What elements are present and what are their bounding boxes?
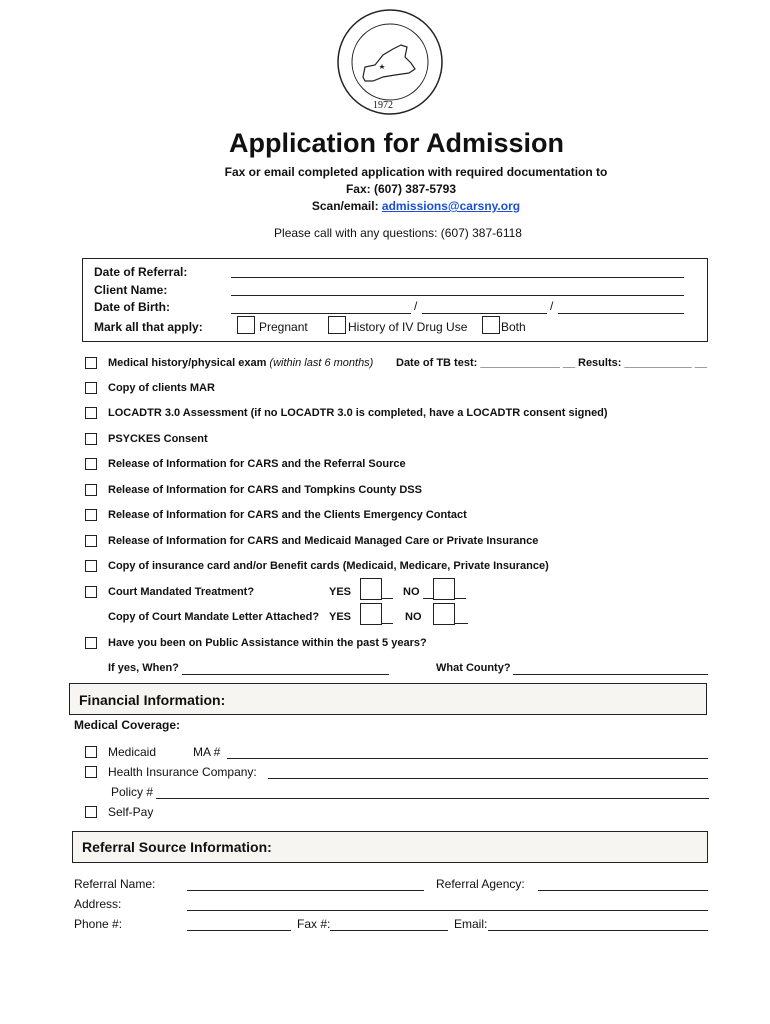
letter-yes-label: YES — [329, 611, 352, 623]
what-county-field[interactable] — [513, 674, 708, 675]
checklist-item: LOCADTR 3.0 Assessment (if no LOCADTR 3.0 is completed, have a LOCADTR consent signed) — [108, 407, 608, 419]
phone-label: Phone #: — [74, 917, 123, 931]
if-yes-when-label: If yes, When? — [108, 662, 179, 674]
seal-year: 1972 — [373, 100, 393, 111]
scan-email-line — [0, 199, 770, 213]
court-no-label: NO — [403, 586, 420, 598]
health-insurance-field[interactable] — [268, 778, 708, 779]
public-assistance-checkbox[interactable] — [85, 637, 97, 649]
date-of-referral-field[interactable] — [231, 277, 684, 278]
court-yes-underline — [381, 598, 393, 599]
medical-exam-checkbox[interactable] — [85, 357, 97, 369]
date-of-birth-label: Date of Birth: — [94, 300, 170, 314]
court-yes-label: YES — [329, 586, 352, 598]
locadtr-checkbox[interactable] — [85, 407, 97, 419]
roi-emergency-checkbox[interactable] — [85, 509, 97, 521]
pregnant-label: Pregnant — [259, 320, 308, 334]
checklist-item: Release of Information for CARS and Medicaid Managed Care or Private Insurance — [108, 535, 539, 547]
court-no-underline — [454, 598, 466, 599]
roi-dss-checkbox[interactable] — [85, 484, 97, 496]
checklist-item: PSYCKES Consent — [108, 433, 208, 445]
client-name-label: Client Name: — [94, 283, 168, 297]
both-label: Both — [501, 320, 526, 334]
referral-email-field[interactable] — [488, 930, 708, 931]
ma-number-field[interactable] — [227, 758, 708, 759]
date-of-referral-label: Date of Referral: — [94, 265, 188, 279]
dob-day-field[interactable] — [422, 313, 547, 314]
mark-all-label: Mark all that apply: — [94, 320, 203, 334]
medical-exam-note: (within last 6 months) — [269, 357, 374, 369]
health-insurance-checkbox[interactable] — [85, 766, 97, 778]
checklist-item: Release of Information for CARS and Tompkins County DSS — [108, 484, 422, 496]
medical-coverage-label: Medical Coverage: — [74, 718, 181, 732]
public-assistance-label: Have you been on Public Assistance within the past 5 years? — [108, 637, 427, 649]
referral-agency-label: Referral Agency: — [436, 877, 525, 891]
policy-field[interactable] — [156, 798, 709, 799]
medicaid-label: Medicaid — [108, 745, 157, 759]
psyckes-checkbox[interactable] — [85, 433, 97, 445]
insurance-card-checkbox[interactable] — [85, 560, 97, 572]
fax-label: Fax #: — [297, 917, 331, 931]
pregnant-checkbox[interactable] — [237, 316, 255, 334]
referral-name-field[interactable] — [187, 890, 424, 891]
dob-year-field[interactable] — [558, 313, 684, 314]
letter-no-underline — [454, 623, 468, 624]
iv-drug-use-checkbox[interactable] — [328, 316, 346, 334]
referral-agency-field[interactable] — [538, 890, 708, 891]
financial-header: Financial Information: — [79, 692, 226, 708]
dob-slash: / — [550, 299, 554, 313]
dob-month-field[interactable] — [231, 313, 411, 314]
dob-slash: / — [414, 299, 418, 313]
medicaid-checkbox[interactable] — [85, 746, 97, 758]
letter-no-checkbox[interactable] — [433, 603, 455, 625]
court-no-underline — [423, 598, 433, 599]
referral-email-label: Email: — [454, 917, 488, 931]
if-yes-when-field[interactable] — [182, 674, 389, 675]
referral-header: Referral Source Information: — [82, 839, 272, 855]
fax-number: Fax: (607) 387-5793 — [345, 182, 457, 196]
checklist-item: Release of Information for CARS and the Referral Source — [108, 458, 406, 470]
court-mandated-label: Court Mandated Treatment? — [108, 586, 255, 598]
checklist-item: Copy of clients MAR — [108, 382, 215, 394]
medical-exam-label: Medical history/physical exam — [108, 357, 267, 369]
what-county-label: What County? — [436, 662, 511, 674]
letter-no-label: NO — [405, 611, 422, 623]
letter-yes-underline — [381, 623, 393, 624]
mar-checkbox[interactable] — [85, 382, 97, 394]
both-checkbox[interactable] — [482, 316, 500, 334]
fax-field[interactable] — [330, 930, 448, 931]
roi-referral-checkbox[interactable] — [85, 458, 97, 470]
medical-exam-item — [108, 357, 373, 369]
email-link[interactable]: admissions@carsny.org — [381, 199, 521, 213]
tb-results-field[interactable]: Results: ___________ __ — [578, 357, 708, 369]
health-insurance-label: Health Insurance Company: — [108, 765, 257, 779]
page-title: Application for Admission — [228, 128, 564, 158]
address-label: Address: — [74, 897, 122, 911]
phone-field[interactable] — [187, 930, 291, 931]
letter-yes-checkbox[interactable] — [360, 603, 382, 625]
questions-line: Please call with any questions: (607) 387-6118 — [274, 226, 522, 240]
court-letter-label: Copy of Court Mandate Letter Attached? — [108, 611, 320, 623]
court-no-checkbox[interactable] — [433, 578, 455, 600]
checklist-item: Copy of insurance card and/or Benefit cards (Medicaid, Medicare, Private Insurance) — [108, 560, 549, 572]
client-name-field[interactable] — [231, 295, 684, 296]
tb-test-date-field[interactable]: Date of TB test: _____________ __ — [396, 357, 576, 369]
address-field[interactable] — [187, 910, 708, 911]
court-yes-checkbox[interactable] — [360, 578, 382, 600]
roi-insurance-checkbox[interactable] — [85, 535, 97, 547]
iv-drug-use-label: History of IV Drug Use — [348, 320, 468, 334]
scan-email-label: Scan/email: — [311, 199, 382, 213]
policy-label: Policy # — [111, 785, 154, 799]
instructions-line: Fax or email completed application with required documentation to — [224, 165, 608, 179]
self-pay-label: Self-Pay — [108, 805, 154, 819]
ma-number-label: MA # — [193, 745, 221, 759]
checklist-item: Release of Information for CARS and the Clients Emergency Contact — [108, 509, 467, 521]
self-pay-checkbox[interactable] — [85, 806, 97, 818]
referral-name-label: Referral Name: — [74, 877, 156, 891]
cars-seal-logo — [335, 5, 445, 120]
court-mandated-checkbox[interactable] — [85, 586, 97, 598]
